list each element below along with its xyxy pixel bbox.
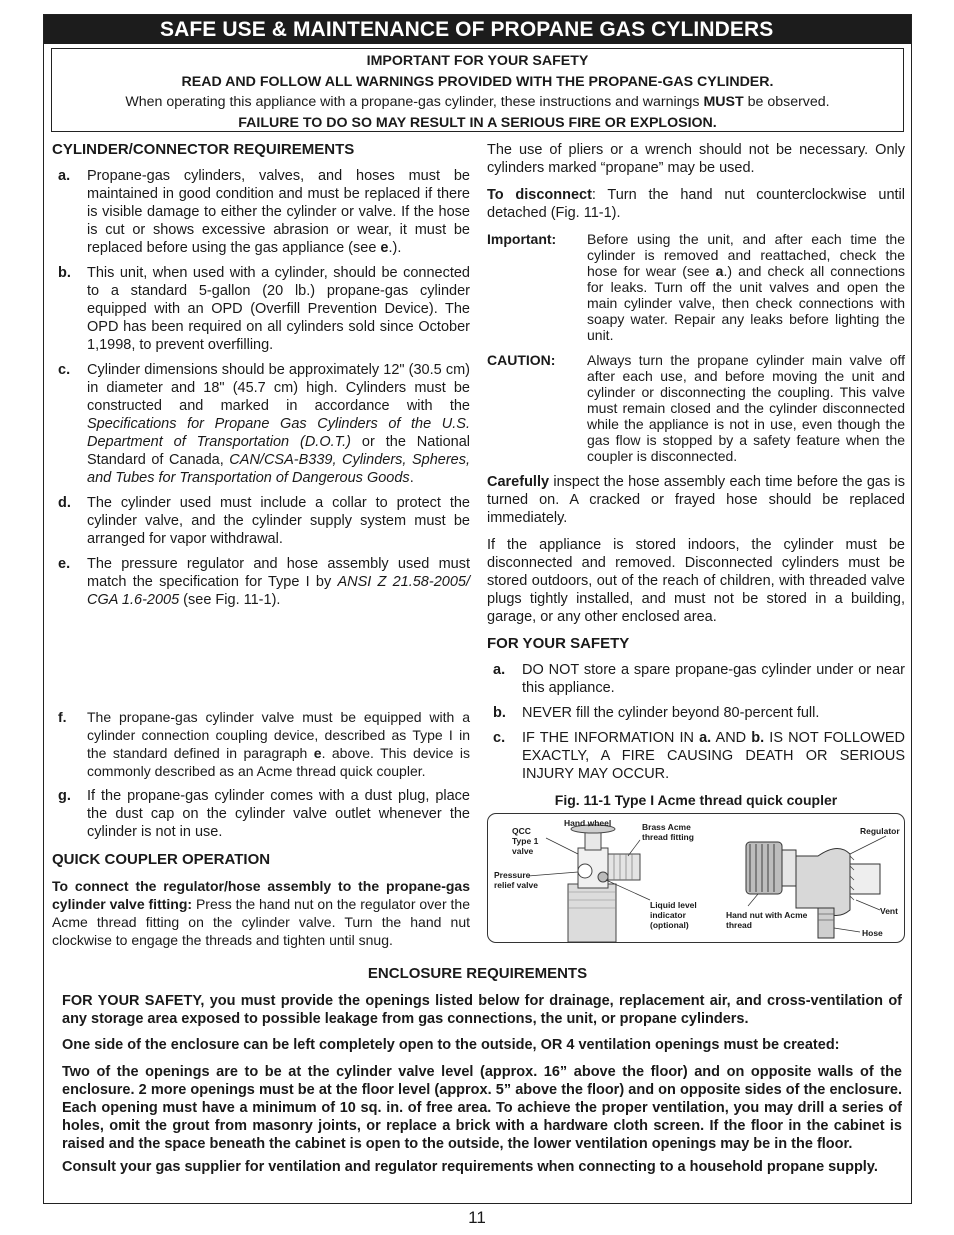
safety-failure-warning: FAILURE TO DO SO MAY RESULT IN A SERIOUS FIRE OR EXPLOSION. — [238, 114, 717, 131]
disconnect-instructions: To disconnect: Turn the hand nut counterclockwise until detached (Fig. 11-1). — [487, 187, 905, 221]
page-title: SAFE USE & MAINTENANCE OF PROPANE GAS CYLINDERS — [44, 15, 911, 44]
requirement-b: b. This unit, when used with a cylinder, should be connected to a standard 5-gallon (20 lb.) propane-gas cylinder equipped with an OPD (Overfill Prevention Device). The OPD has been required on all cylinders sold since October 1,1998, to prevent overfilling. — [58, 265, 470, 353]
label-pressure-relief: Pressure relief valve — [494, 870, 538, 890]
label-vent: Vent — [880, 906, 898, 916]
requirement-c: c. Cylinder dimensions should be approximately 12" (30.5 cm) in diameter and 18" (45.7 cm) high. Cylinders must be constructed and marked in accordance with the Specifications for Propane Gas Cylinders of the U.S. Department of Transportation (D.O.T.) or the National Standard of Canada, CAN/CSA-B339, Cylinders, Spheres, and Tubes for Transportation of Dangerous Goods. — [58, 362, 470, 486]
spacer — [52, 616, 470, 708]
safety-heading: IMPORTANT FOR YOUR SAFETY — [366, 53, 589, 69]
important-note: Important: Before using the unit, and after each time the cylinder is removed and reattached, check the hose for wear (see a.) and check all connections for leaks. Turn off the unit valves and open the main cylinder valve, then check connections with soapy water. Repair any leaks before lighting the unit. — [487, 231, 905, 343]
safety-read-warnings: READ AND FOLLOW ALL WARNINGS PROVIDED WITH THE PROPANE-GAS CYLINDER. — [181, 73, 774, 90]
indoor-storage-note: If the appliance is stored indoors, the cylinder must be disconnected and removed. Disconnected cylinders must be stored outdoors, out of the reach of children, with threaded valve plugs tightly installed, and must not be stored in a building, garage, or any other enclosed area. — [487, 537, 905, 625]
safety-item-c: c. IF THE INFORMATION IN a. AND b. IS NOT FOLLOWED EXACTLY, A FIRE CAUSING DEATH OR SERIOUS INJURY MAY OCCUR. — [493, 730, 905, 782]
left-column — [52, 141, 470, 949]
label-regulator: Regulator — [860, 826, 900, 836]
label-hand-wheel: Hand wheel — [564, 818, 612, 828]
label-hand-nut: Hand nut with Acme thread — [726, 910, 808, 930]
coupler-diagram — [487, 813, 905, 943]
label-brass-acme: Brass Acme thread fitting — [642, 822, 694, 842]
safety-warning-box — [51, 48, 904, 132]
right-column — [487, 141, 905, 943]
enclosure-heading: ENCLOSURE REQUIREMENTS — [367, 965, 588, 982]
requirement-e: e. The pressure regulator and hose assembly used must match the specification for Type I by ANSI Z 21.58-2005/ CGA 1.6-2005 (see Fig. 11-1). — [58, 556, 470, 608]
quick-coupler-instructions: To connect the regulator/hose assembly to the propane-gas cylinder valve fitting: Press the hand nut on the regulator over the Acme thread fitting on the cylinder valve. Turn the hand nut clockwise to engage the threads and tighten until snug. — [52, 878, 470, 948]
cylinder-requirements-heading: CYLINDER/CONNECTOR REQUIREMENTS — [52, 141, 355, 158]
enclosure-paragraph-1: FOR YOUR SAFETY, you must provide the openings listed below for drainage, replacement air, and cross-ventilation of any storage area exposed to possible leakage from gas connections, the unit, or propane cylinders. — [62, 993, 902, 1028]
enclosure-paragraph-4: Consult your gas supplier for ventilation and regulator requirements when connecting to a household propane supply. — [62, 1158, 878, 1175]
inspect-hose-note: Carefully inspect the hose assembly each time before the gas is turned on. A cracked or frayed hose should be replaced immediately. — [487, 474, 905, 526]
enclosure-paragraph-3: Two of the openings are to be at the cylinder valve level (approx. 16” above the floor) and on opposite walls of the enclosure. 2 more openings must be at the floor level (approx. 5” above the floor) and on opposite sides of the enclosure. Each opening must have a minimum of 10 sq. in. of free area. To achieve the proper ventilation, you may drill a series of holes, omit the grout from masonry joints, or replace a brick with a hardware cloth screen. If the floor in the cabinet is raised and the space beneath the cabinet is open to the outside, the lower ventilation openings may be in the floor. — [62, 1063, 902, 1153]
quick-coupler-heading: QUICK COUPLER OPERATION — [52, 851, 271, 868]
enclosure-paragraph-2: One side of the enclosure can be left completely open to the outside, OR 4 ventilation openings must be created: — [62, 1037, 840, 1054]
caution-note: CAUTION: Always turn the propane cylinder main valve off after each use, and before moving the unit and cylinder or disconnecting the coupling. This valve must remain closed and the cylinder disconnected while the appliance is not in use, even though the gas flow is stopped by a safety feature when the coupler is disconnected. — [487, 352, 905, 464]
requirement-a: a. Propane-gas cylinders, valves, and hoses must be maintained in good condition and must be replaced if there is visible damage to either the cylinder or valve. If the hose is cut or shows excessive abrasion or wear, it must be replaced before using the gas appliance (see e.). — [58, 168, 470, 256]
page-number: 11 — [468, 1208, 486, 1227]
label-hose: Hose — [862, 928, 883, 938]
requirement-f: f. The propane-gas cylinder valve must be equipped with a cylinder connection coupling device, described as Type I in the standard defined in paragraph e. above. This device is commonly described as an Acme thread quick coupler. — [58, 709, 470, 779]
requirement-g: g. If the propane-gas cylinder comes with a dust plug, place the dust cap on the cylinder valve outlet whenever the cylinder is not in use. — [58, 788, 470, 840]
figure-caption: Fig. 11-1 Type I Acme thread quick coupler — [554, 792, 838, 808]
safety-observe-line: When operating this appliance with a propane-gas cylinder, these instructions and warnings MUST be observed. — [125, 94, 830, 110]
pliers-note: The use of pliers or a wrench should not be necessary. Only cylinders marked “propane” may be used. — [487, 142, 905, 176]
safety-item-b: b. NEVER fill the cylinder beyond 80-percent full. — [493, 705, 820, 721]
page-frame — [43, 14, 912, 1204]
label-qcc-valve: QCC Type 1 valve — [512, 826, 539, 856]
safety-item-a: a. DO NOT store a spare propane-gas cylinder under or near this appliance. — [493, 662, 905, 696]
enclosure-requirements — [62, 992, 902, 1184]
label-liquid-level: Liquid level indicator (optional) — [650, 900, 697, 930]
requirement-d: d. The cylinder used must include a collar to protect the cylinder valve, and the cylinder supply system must be arranged for vapor withdrawal. — [58, 495, 470, 547]
for-your-safety-heading: FOR YOUR SAFETY — [487, 635, 630, 652]
